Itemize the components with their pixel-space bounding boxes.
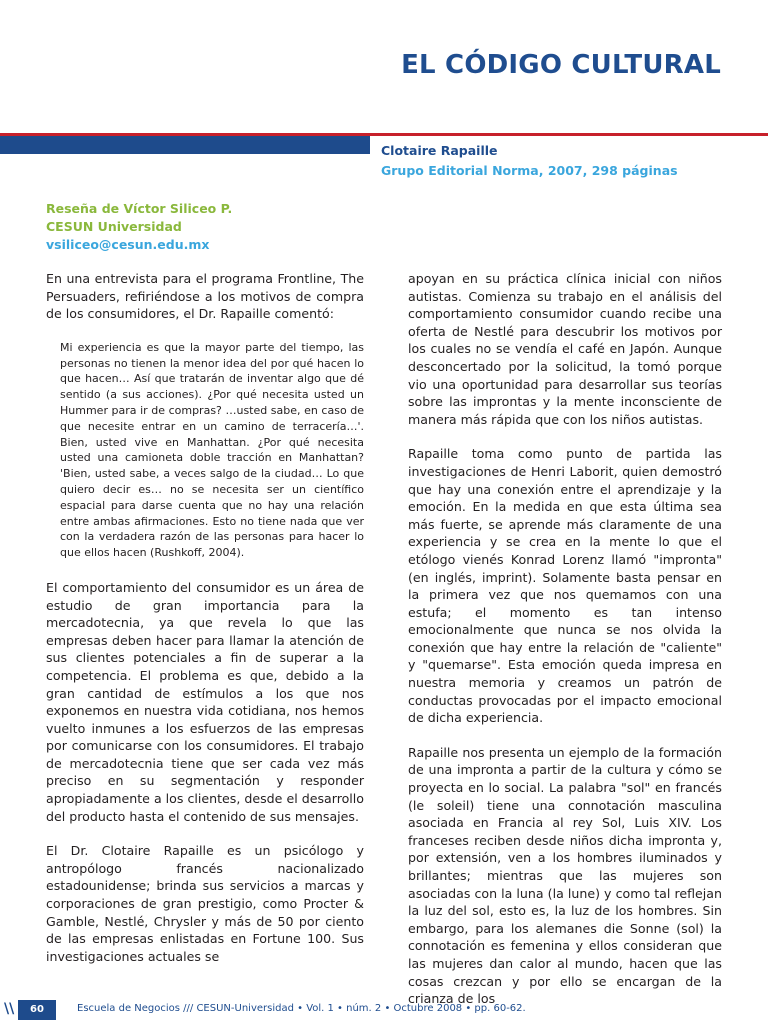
footer-marks: \\ [4, 1001, 15, 1017]
paragraph: El comportamiento del consumidor es un área de estudio de gran importancia para la mercadotecnia, ya que revela lo que las empresas deben hacer para llamar la atención de sus clientes potenciales a fin de superar a la competencia. El problema es que, debido a la gran cantidad de estímulos a los que nos exponemos en nuestra vida cotidiana, nos hemos vuelto inmunes a los esfuerzos de las empresas por comunicarse con los consumidores. El trabajo de mercadotecnia tiene que ser cada vez más preciso en su segmentación y responder apropiadamente a los clientes, desde el desarrollo del producto hasta el contenido de sus mensajes. [46, 579, 364, 824]
paragraph: Rapaille toma como punto de partida las investigaciones de Henri Laborit, quien demostró que hay una conexión entre el aprendizaje y la emoción. En la medida en que esta última sea más fuerte, se aprende más claramente de una experiencia y se crea en la mente lo que el etólogo vienés Konrad Lorenz llamó "impronta" (en inglés, imprint). Solamente basta pensar en la primera vez que nos quemamos con una estufa; el momento es tan intenso emocionalmente que nunca se nos olvida la conexión que hay entre la relación de "caliente" y "quemarse". Esta emoción queda impresa en nuestra memoria y creamos un patrón de conductas provocadas por el impacto emocional de dicha experiencia. [408, 446, 722, 726]
page-footer [0, 998, 768, 1024]
book-info [381, 141, 678, 181]
footer-citation: Escuela de Negocios /// CESUN-Universidad • Vol. 1 • núm. 2 • Octubre 2008 • pp. 60-62. [77, 1003, 526, 1014]
reviewer-institution: CESUN Universidad [46, 219, 182, 234]
page-number: 60 [18, 1000, 56, 1020]
reviewer-block [46, 200, 232, 254]
reviewer-email[interactable]: vsiliceo@cesun.edu.mx [46, 237, 210, 252]
header-bar-blue [0, 136, 370, 154]
right-column [408, 270, 722, 1025]
paragraph: apoyan en su práctica clínica inicial con niños autistas. Comienza su trabajo en el análisis del comportamiento consumidor cuando recibe una oferta de Nestlé para descubrir los motivos por los cuales no se vendía el café en Japón. Aunque desconcertado por la solicitud, la tomó porque vio una oportunidad para desarrollar sus teorías sobre las improntas y la mente inconsciente de manera más rápida que con los niños autistas. [408, 271, 722, 427]
book-publisher: Grupo Editorial Norma, 2007, 298 páginas [381, 163, 678, 178]
block-quote: Mi experiencia es que la mayor parte del tiempo, las personas no tienen la menor idea del por qué hacen lo que hacen… Así que tratarán de inventar algo que dé sentido (a sus acciones). ¿Por qué necesita usted un Hummer para ir de compras? …usted sabe, en caso de que necesite entrar en un camino de terracería…'. Bien, usted vive en Manhattan. ¿Por qué necesita usted una camioneta doble tracción en Manhattan? 'Bien, usted sabe, a veces salgo de la ciudad… Lo que quiero decir es… no se necesita ser un científico espacial para darse cuenta que no hay una relación entre ambas afirmaciones. Esto no tiene nada que ver con la verdadera razón de las personas para hacer lo que ellos hacen (Rushkoff, 2004). [60, 340, 364, 560]
left-column [46, 270, 364, 982]
paragraph: Rapaille nos presenta un ejemplo de la formación de una impronta a partir de la cultura y cómo se proyecta en lo social. La palabra "sol" en francés (le soleil) tiene una connotación masculina asociada en Francia al rey Sol, Luis XIV. Los franceses reciben desde niños dicha impronta y, por extensión, ven a los hombres iluminados y brillantes; mientras que las mujeres son asociadas con la luna (la lune) y como tal reflejan la luz del sol, esto es, la luz de los hombres. Sin embargo, para los alemanes die Sonne (sol) la connotación es femenina y ellos consideran que las mujeres dan calor al mundo, hacen que las cosas crezcan y por ello se encargan de la crianza de los [408, 744, 722, 1007]
paragraph: En una entrevista para el programa Frontline, The Persuaders, refiriéndose a los motivos de compra de los consumidores, el Dr. Rapaille comentó: [46, 271, 364, 322]
paragraph: El Dr. Clotaire Rapaille es un psicólogo y antropólogo francés nacionalizado estadounidense; brinda sus servicios a marcas y corporaciones de gran prestigio, como Procter & Gamble, Nestlé, Chrysler y más de 50 por ciento de las empresas enlistadas en Fortune 100. Sus investigaciones actuales se [46, 843, 364, 964]
book-author: Clotaire Rapaille [381, 143, 498, 158]
reviewer-name: Reseña de Víctor Siliceo P. [46, 201, 233, 216]
article-title: EL CÓDIGO CULTURAL [401, 50, 721, 80]
